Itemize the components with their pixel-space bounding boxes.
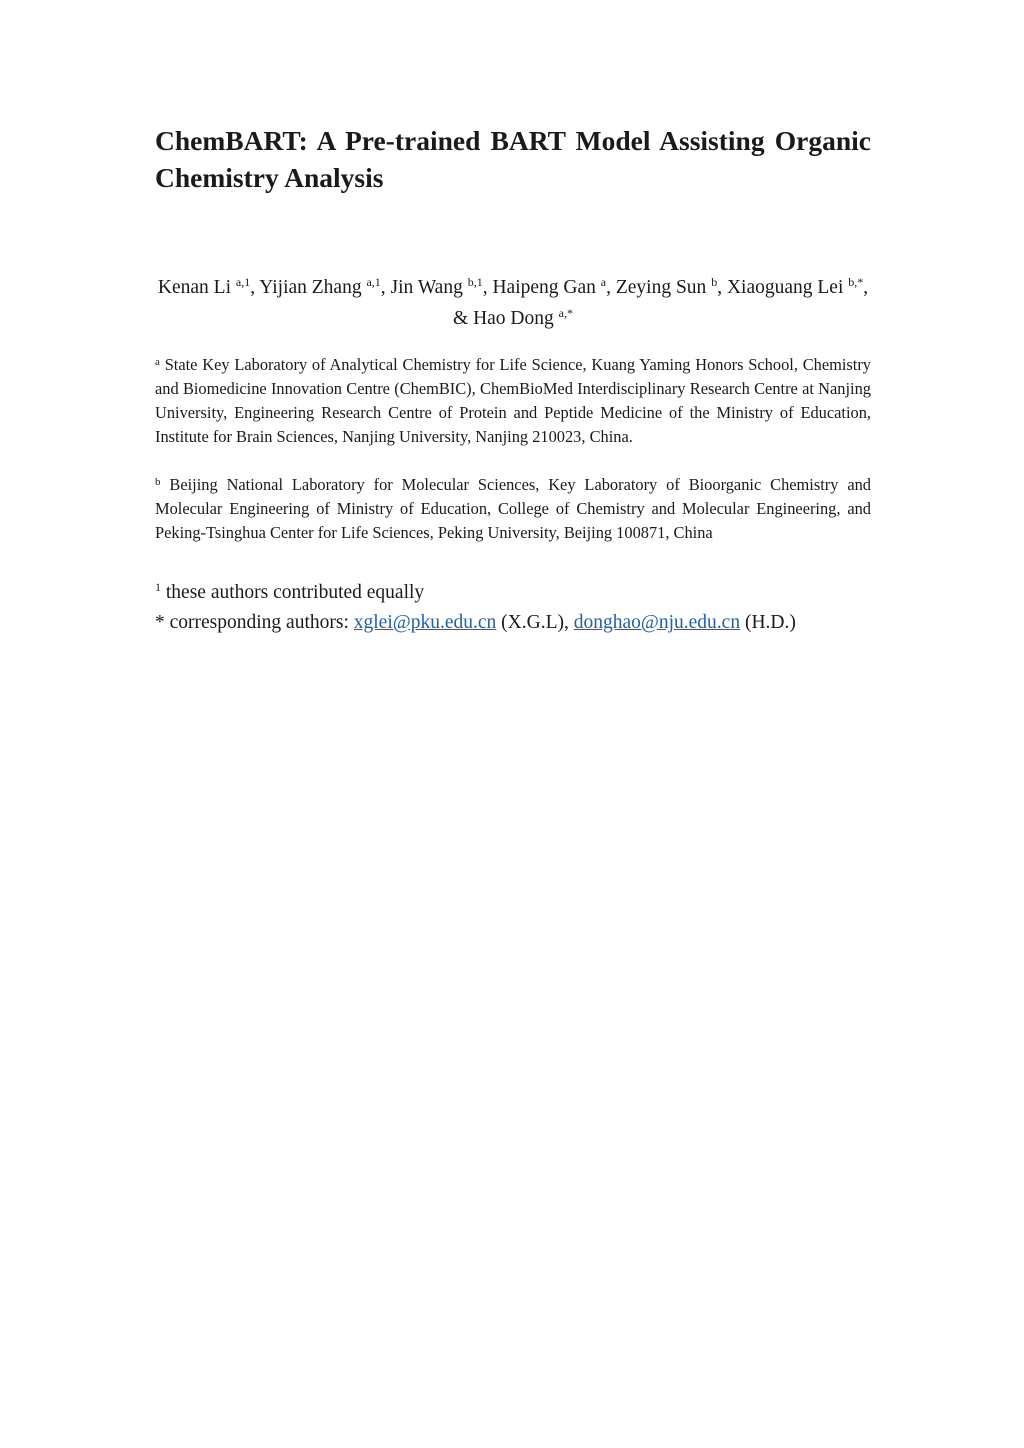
author-affiliation-mark: a — [600, 275, 607, 289]
email-link-lei[interactable]: xglei@pku.edu.cn — [353, 612, 497, 633]
author-affiliation-mark: a,1 — [235, 275, 251, 289]
affiliation-mark: a — [155, 356, 160, 368]
author-name: Hao Dong — [473, 308, 554, 329]
author-affiliation-mark: a,* — [558, 306, 573, 320]
author-affiliation-mark: b,* — [848, 275, 864, 289]
affiliation-mark: b — [155, 476, 161, 488]
author-name: Kenan Li — [157, 277, 231, 298]
author-affiliation-mark: b,1 — [467, 275, 483, 289]
affiliation-text: State Key Laboratory of Analytical Chemistry for Life Science, Kuang Yaming Honors School, Chemistry and Biomedicine Innovation Centre (ChemBIC), ChemBioMed Interdisciplinary Research Centre at Nanjing University, Engineering Research Centre of Protein and Peptide Medicine of the Ministry of Education, Institute for Brain Sciences, Nanjing University, Nanjing 210023, China. — [155, 355, 871, 446]
corresponding-prefix: * corresponding authors: — [155, 612, 354, 633]
affiliation-b — [155, 473, 871, 545]
author-affiliation-mark: b — [711, 275, 718, 289]
author-name: Xiaoguang Lei — [726, 277, 844, 298]
author-name: Yijian Zhang — [259, 277, 362, 298]
corresponding-initials: (X.G.L), — [496, 612, 574, 633]
corresponding-authors-note — [155, 608, 871, 638]
corresponding-initials: (H.D.) — [740, 612, 796, 633]
author-name: Zeying Sun — [615, 277, 707, 298]
affiliation-a — [155, 353, 871, 449]
author-separator: , — [250, 277, 260, 298]
author-separator: , — [380, 277, 391, 298]
paper-title: ChemBART: A Pre-trained BART Model Assisting Organic Chemistry Analysis — [155, 125, 871, 193]
author-separator: , — [482, 277, 493, 298]
author-separator: , & — [453, 277, 869, 329]
equal-contribution-note — [155, 578, 871, 608]
author-separator: , — [717, 277, 727, 298]
email-link-dong[interactable]: donghao@nju.edu.cn — [573, 612, 741, 633]
affiliation-text: Beijing National Laboratory for Molecular Sciences, Key Laboratory of Bioorganic Chemistry and Molecular Engineering of Ministry of Education, College of Chemistry and Molecular Engineering, and Peking-Tsinghua Center for Life Sciences, Peking University, Beijing 100871, China — [155, 475, 871, 542]
author-list — [155, 272, 871, 334]
author-name: Haipeng Gan — [492, 277, 596, 298]
equal-contribution-mark: 1 — [155, 580, 161, 594]
author-affiliation-mark: a,1 — [366, 275, 381, 289]
author-separator: , — [606, 277, 616, 298]
author-name: Jin Wang — [390, 277, 463, 298]
equal-contribution-text: these authors contributed equally — [161, 582, 425, 603]
